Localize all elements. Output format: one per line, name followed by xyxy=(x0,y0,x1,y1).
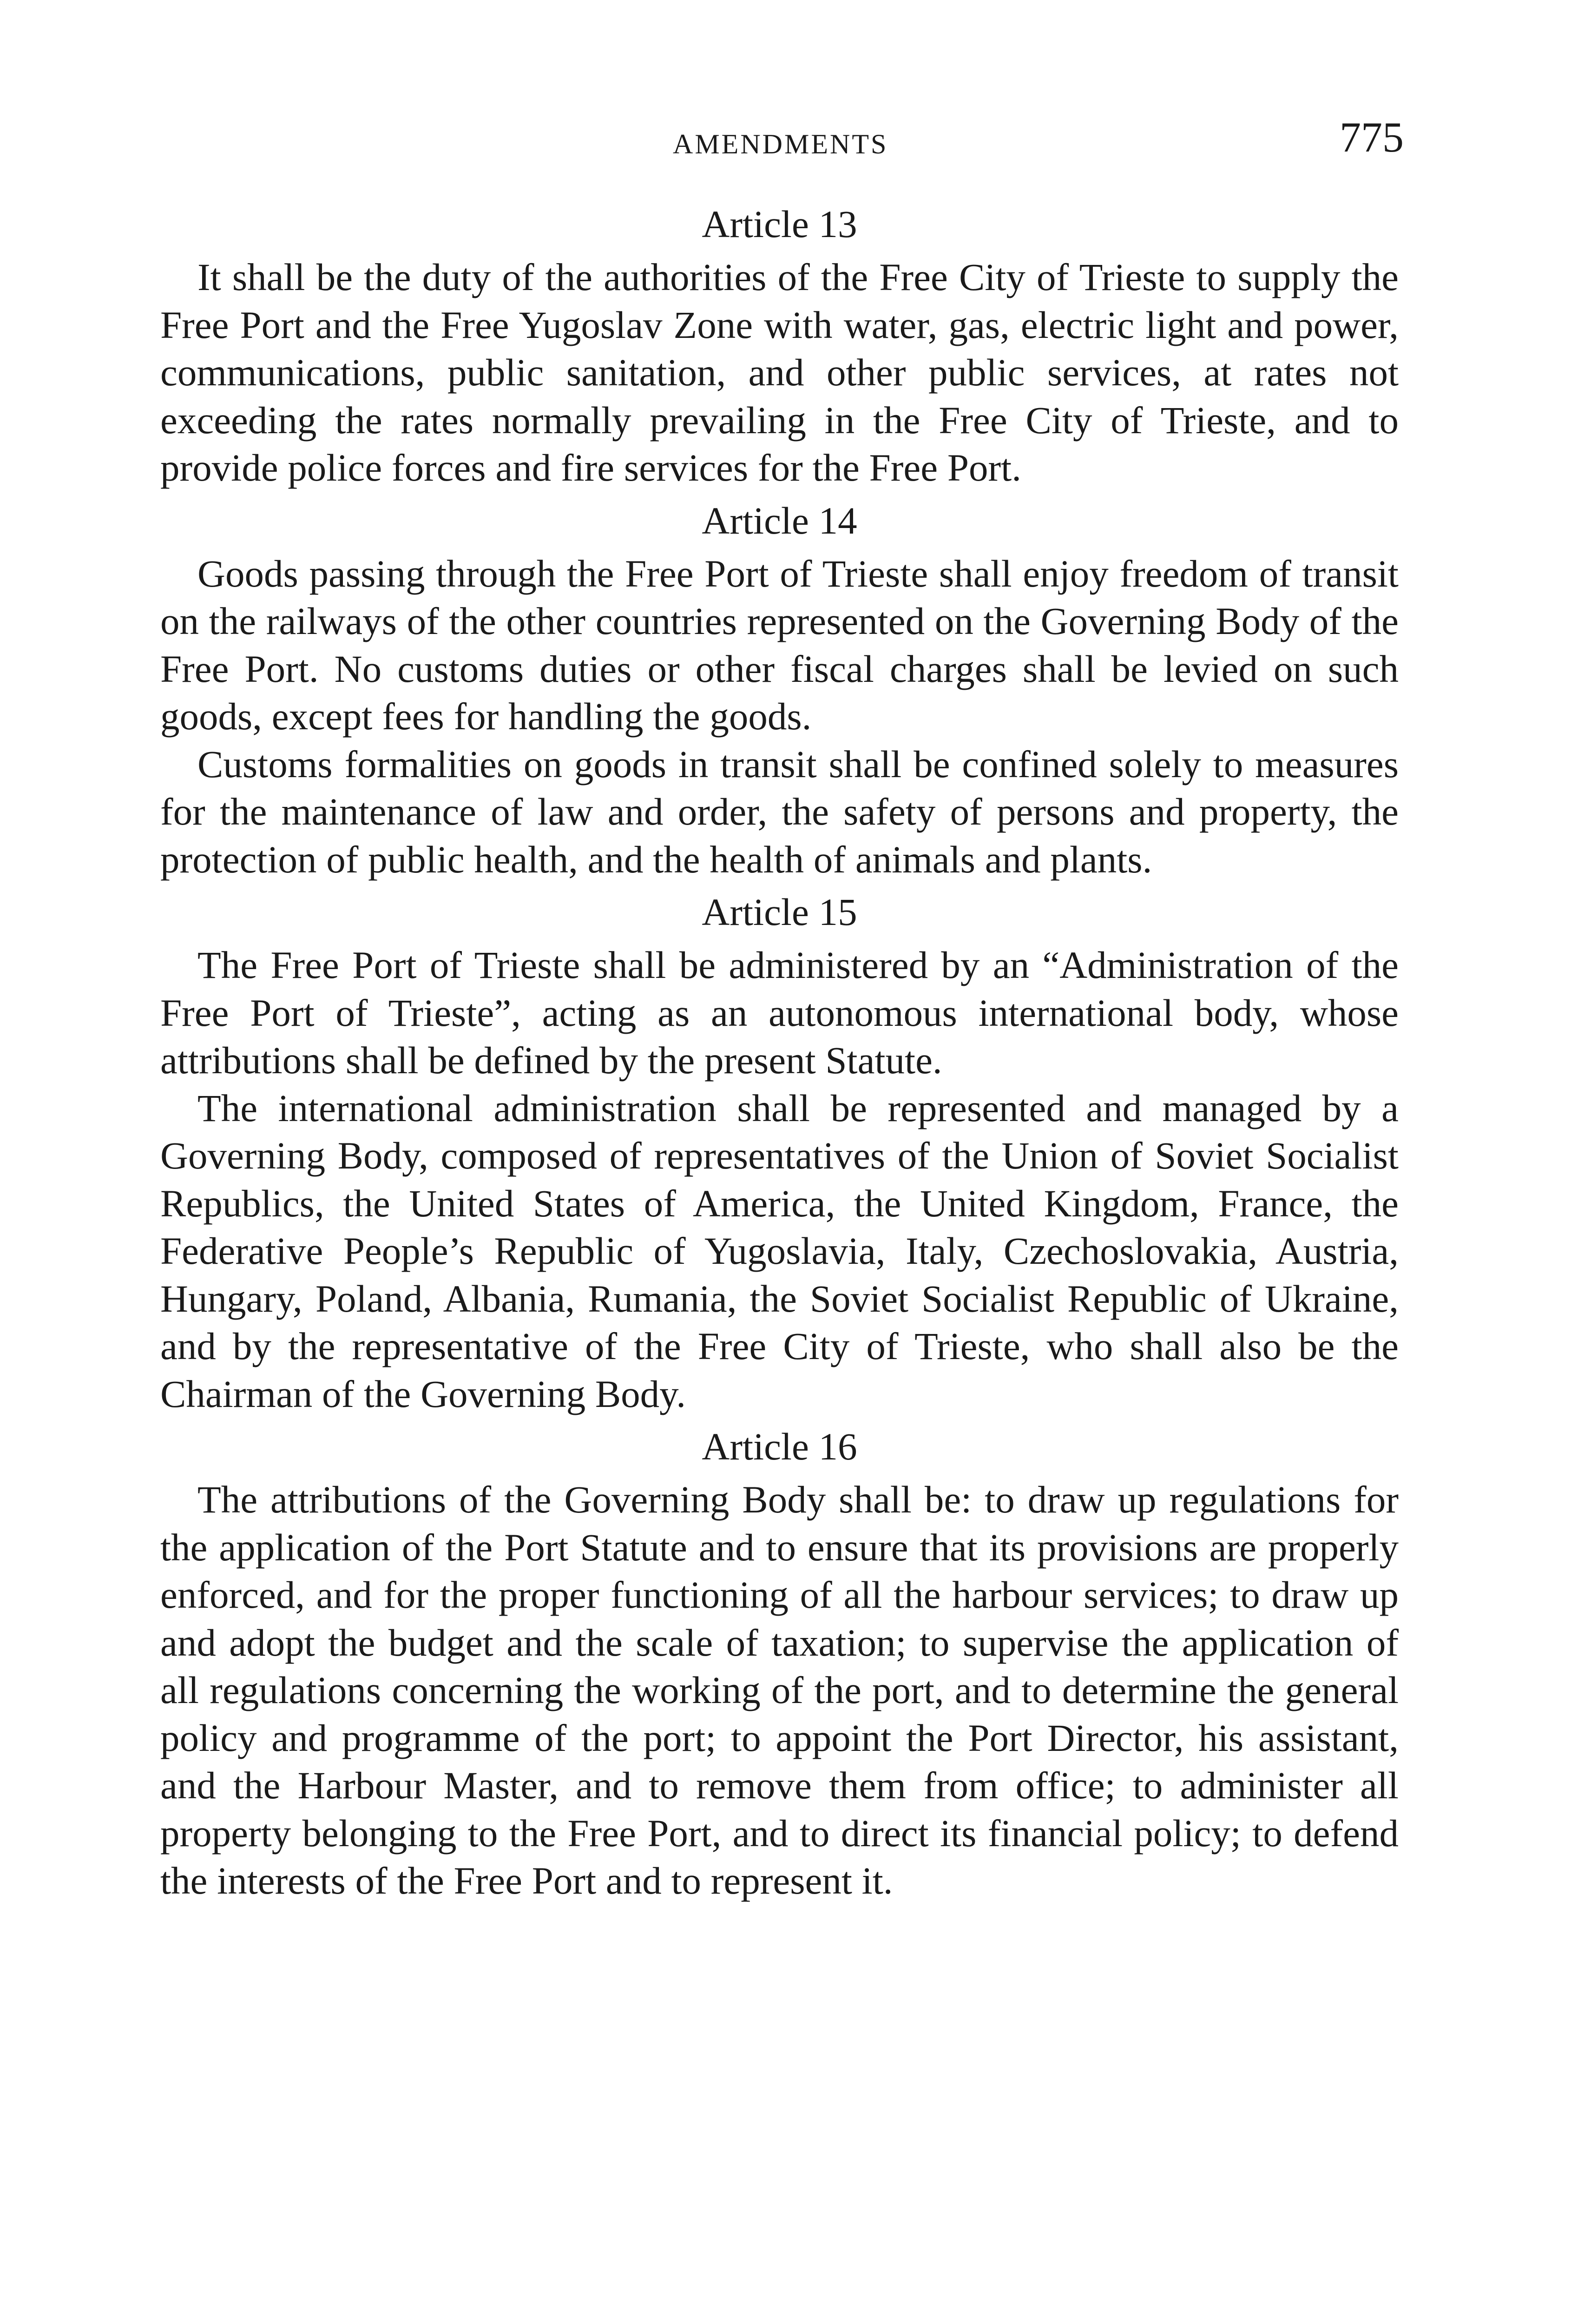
article-paragraph: The international administration shall be represented and managed by a Governing Body, composed of representatives of the Union of Soviet Socialist Republics, the United States of America, the United Kingdom, France, the Federative People’s Republic of Yugoslavia, Italy, Czechoslovakia, Austria, Hungary, Poland, Albania, Rumania, the Soviet Socialist Republic of Ukraine, and by the representative of the Free City of Trieste, who shall also be the Chairman of the Governing Body. xyxy=(160,1086,1399,1415)
article-heading: Article 13 xyxy=(702,203,857,245)
article-paragraph: The Free Port of Trieste shall be administered by an “Administration of the Free Port of Trieste”, acting as an autonomous international body, whose attributions shall be defined by the present Statute. xyxy=(160,944,1399,1082)
page-number: 775 xyxy=(1340,113,1404,161)
article-14 xyxy=(160,492,1399,884)
article-paragraph: Goods passing through the Free Port of Trieste shall enjoy freedom of transit on the railways of the other countries represented on the Governing Body of the Free Port. No customs duties or other fiscal charges shall be levied on such goods, except fees for handling the goods. xyxy=(160,552,1399,738)
article-heading: Article 16 xyxy=(702,1425,857,1468)
article-16 xyxy=(160,1418,1399,1905)
article-heading: Article 15 xyxy=(702,891,857,933)
document-body xyxy=(160,195,1399,1905)
article-heading: Article 14 xyxy=(702,499,857,542)
article-15 xyxy=(160,883,1399,1418)
article-paragraph: Customs formalities on goods in transit shall be confined solely to measures for the maintenance of law and order, the safety of persons and property, the protection of public health, and the health of animals and plants. xyxy=(160,742,1399,881)
article-13 xyxy=(160,195,1399,492)
article-paragraph: It shall be the duty of the authorities of the Free City of Trieste to supply the Free Port and the Free Yugoslav Zone with water, gas, electric light and power, communications, public sanitation, and other public services, at rates not exceeding the rates normally prevailing in the Free City of Trieste, and to provide police forces and fire services for the Free Port. xyxy=(160,256,1399,489)
running-head: AMENDMENTS xyxy=(673,129,888,159)
article-paragraph: The attributions of the Governing Body shall be: to draw up regulations for the application of the Port Statute and to ensure that its provisions are properly enforced, and for the proper functioning of all the harbour services; to draw up and adopt the budget and the scale of taxation; to supervise the application of all regulations concerning the working of the port, and to determine the general policy and programme of the port; to appoint the Port Director, his assistant, and the Harbour Master, and to remove them from office; to administer all property belonging to the Free Port, and to direct its financial policy; to defend the interests of the Free Port and to represent it. xyxy=(160,1478,1399,1902)
